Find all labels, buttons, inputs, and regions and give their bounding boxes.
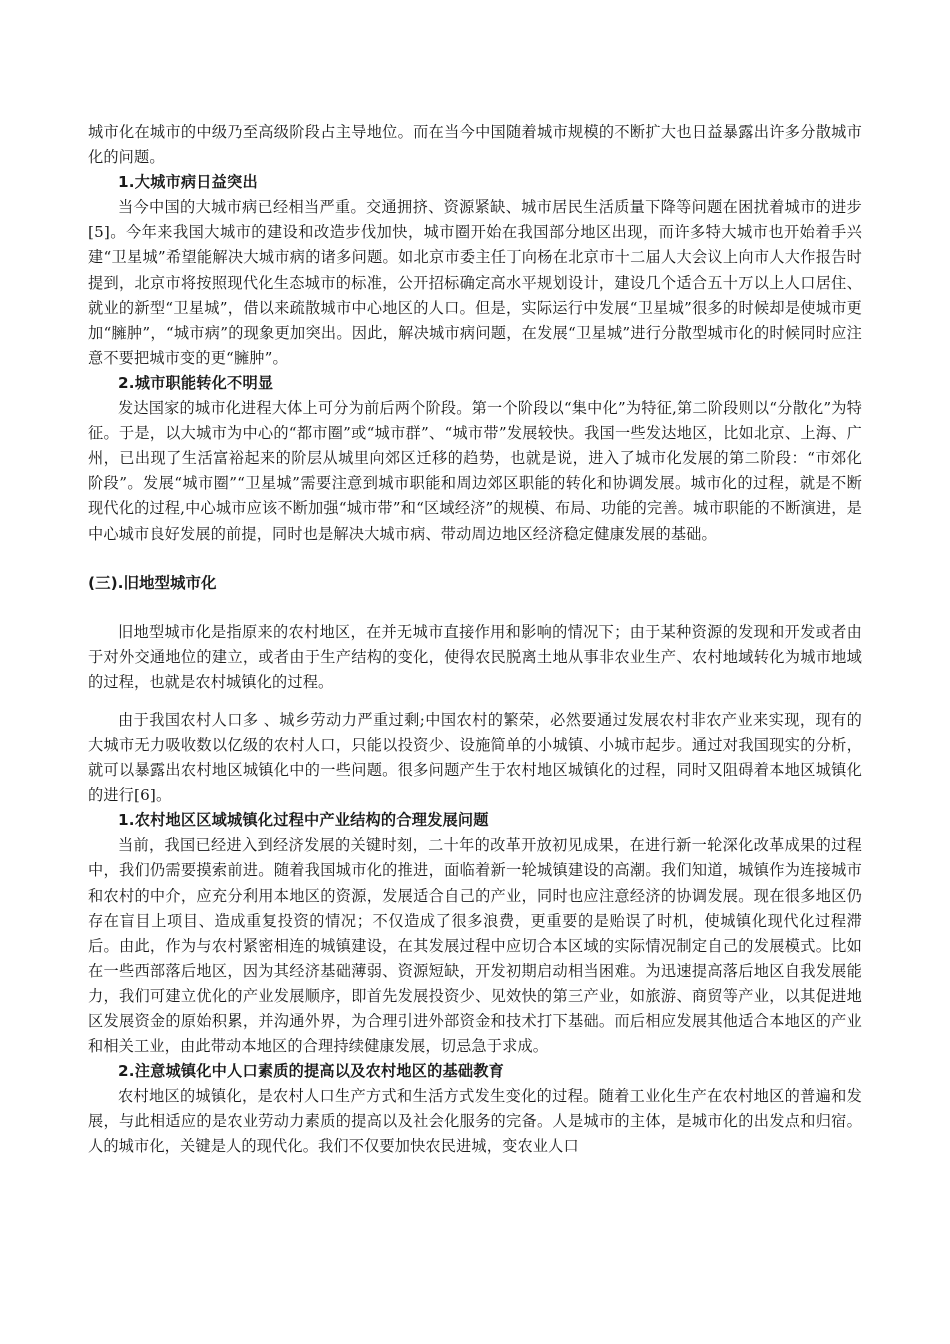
paragraph-city-function: 发达国家的城市化进程大体上可分为前后两个阶段。第一个阶段以“集中化”为特征,第二阶段则以“分散化”为特征。于是，以大城市为中心的“都市圈”或“城市群”、“城市带”发展较快。我国一些发达地区，比如北京、上海、广州，已出现了生活富裕起来的阶层从城里向郊区迁移的趋势，也就是说，进入了城市化发展的第二阶段：“市郊化阶段”。发展“城市圈”“卫星城”需要注意到城市职能和周边郊区职能的转化和协调发展。城市化的过程，就是不断现代化的过程,中心城市应该不断加强“城市带”和“区域经济”的规模、布局、功能的完善。城市职能的不断演进，是中心城市良好发展的前提，同时也是解决大城市病、带动周边地区经济稳定健康发展的基础。 [88, 399, 862, 543]
paragraph-rural-population: 由于我国农村人口多 、城乡劳动力严重过剩;中国农村的繁荣，必然要通过发展农村非农产业来实现，现有的大城市无力吸收数以亿级的农村人口，只能以投资少、设施简单的小城镇、小城市起步。通过对我国现实的分析，就可以暴露出农村地区城镇化中的一些问题。很多问题产生于农村地区城镇化的过程，同时又阻碍着本地区城镇化的进行[6]。 [88, 710, 862, 805]
paragraph-gap [88, 695, 862, 708]
subheading-industry-structure: 1.农村地区区域城镇化过程中产业结构的合理发展问题 [118, 811, 489, 830]
document-body [88, 120, 862, 1160]
paragraph-population-quality: 农村地区的城镇化，是农村人口生产方式和生活方式发生变化的过程。随着工业化生产在农村地区的普遍和发展，与此相适应的是农业劳动力素质的提高以及社会化服务的完备。人是城市的主体，是城市化的出发点和归宿。人的城市化，关键是人的现代化。我们不仅要加快农民进城，变农业人口 [88, 1087, 862, 1156]
subheading-big-city-disease: 1.大城市病日益突出 [118, 173, 258, 192]
subheading-population-quality: 2.注意城镇化中人口素质的提高以及农村地区的基础教育 [118, 1062, 505, 1081]
intro-paragraph: 城市化在城市的中级乃至高级阶段占主导地位。而在当今中国随着城市规模的不断扩大也日益暴露出许多分散城市化的问题。 [88, 123, 862, 167]
paragraph-big-city-disease: 当今中国的大城市病已经相当严重。交通拥挤、资源紧缺、城市居民生活质量下降等问题在困扰着城市的进步[5]。今年来我国大城市的建设和改造步伐加快，城市圈开始在我国部分地区出现，而许多特大城市也开始着手兴建“卫星城”希望能解决大城市病的诸多问题。如北京市委主任丁向杨在北京市十二届人大会议上向市人大作报告时提到，北京市将按照现代化生态城市的标准，公开招标确定高水平规划设计，建设几个适合五十万以上人口居住、就业的新型“卫星城”，借以来疏散城市中心地区的人口。但是，实际运行中发展“卫星城”很多的时候却是使城市更加“臃肿”，“城市病”的现象更加突出。因此，解决城市病问题，在发展“卫星城”进行分散型城市化的时候同时应注意不要把城市变的更“臃肿”。 [88, 198, 862, 367]
section-title-old-land-urbanization: (三).旧地型城市化 [88, 573, 217, 592]
paragraph-old-land-definition: 旧地型城市化是指原来的农村地区，在并无城市直接作用和影响的情况下；由于某种资源的发现和开发或者由于对外交通地位的建立，或者由于生产结构的变化，使得农民脱离土地从事非农业生产、农村地域转化为城市地域的过程，也就是农村城镇化的过程。 [88, 622, 862, 691]
paragraph-industry-structure: 当前，我国已经进入到经济发展的关键时刻，二十年的改革开放初见成果，在进行新一轮深化改革成果的过程中，我们仍需要摸索前进。随着我国城市化的推进，面临着新一轮城镇建设的高潮。我们知道，城镇作为连接城市和农村的中介，应充分利用本地区的资源，发展适合自己的产业，同时也应注意经济的协调发展。现在很多地区仍存在盲目上项目、造成重复投资的情况；不仅造成了很多浪费，更重要的是贻误了时机，使城镇化现代化过程滞后。由此，作为与农村紧密相连的城镇建设，在其发展过程中应切合本区域的实际情况制定自己的发展模式。比如在一些西部落后地区，因为其经济基础薄弱、资源短缺，开发初期启动相当困难。为迅速提高落后地区自我发展能力，我们可建立优化的产业发展顺序，即首先发展投资少、见效快的第三产业，如旅游、商贸等产业，以其促进地区发展资金的原始积累，并沟通外界，为合理引进外部资金和技术打下基础。而后相应发展其他适合本地区的产业和相关工业，由此带动本地区的合理持续健康发展，切忌急于求成。 [88, 836, 862, 1056]
subheading-city-function: 2.城市职能转化不明显 [118, 373, 274, 392]
